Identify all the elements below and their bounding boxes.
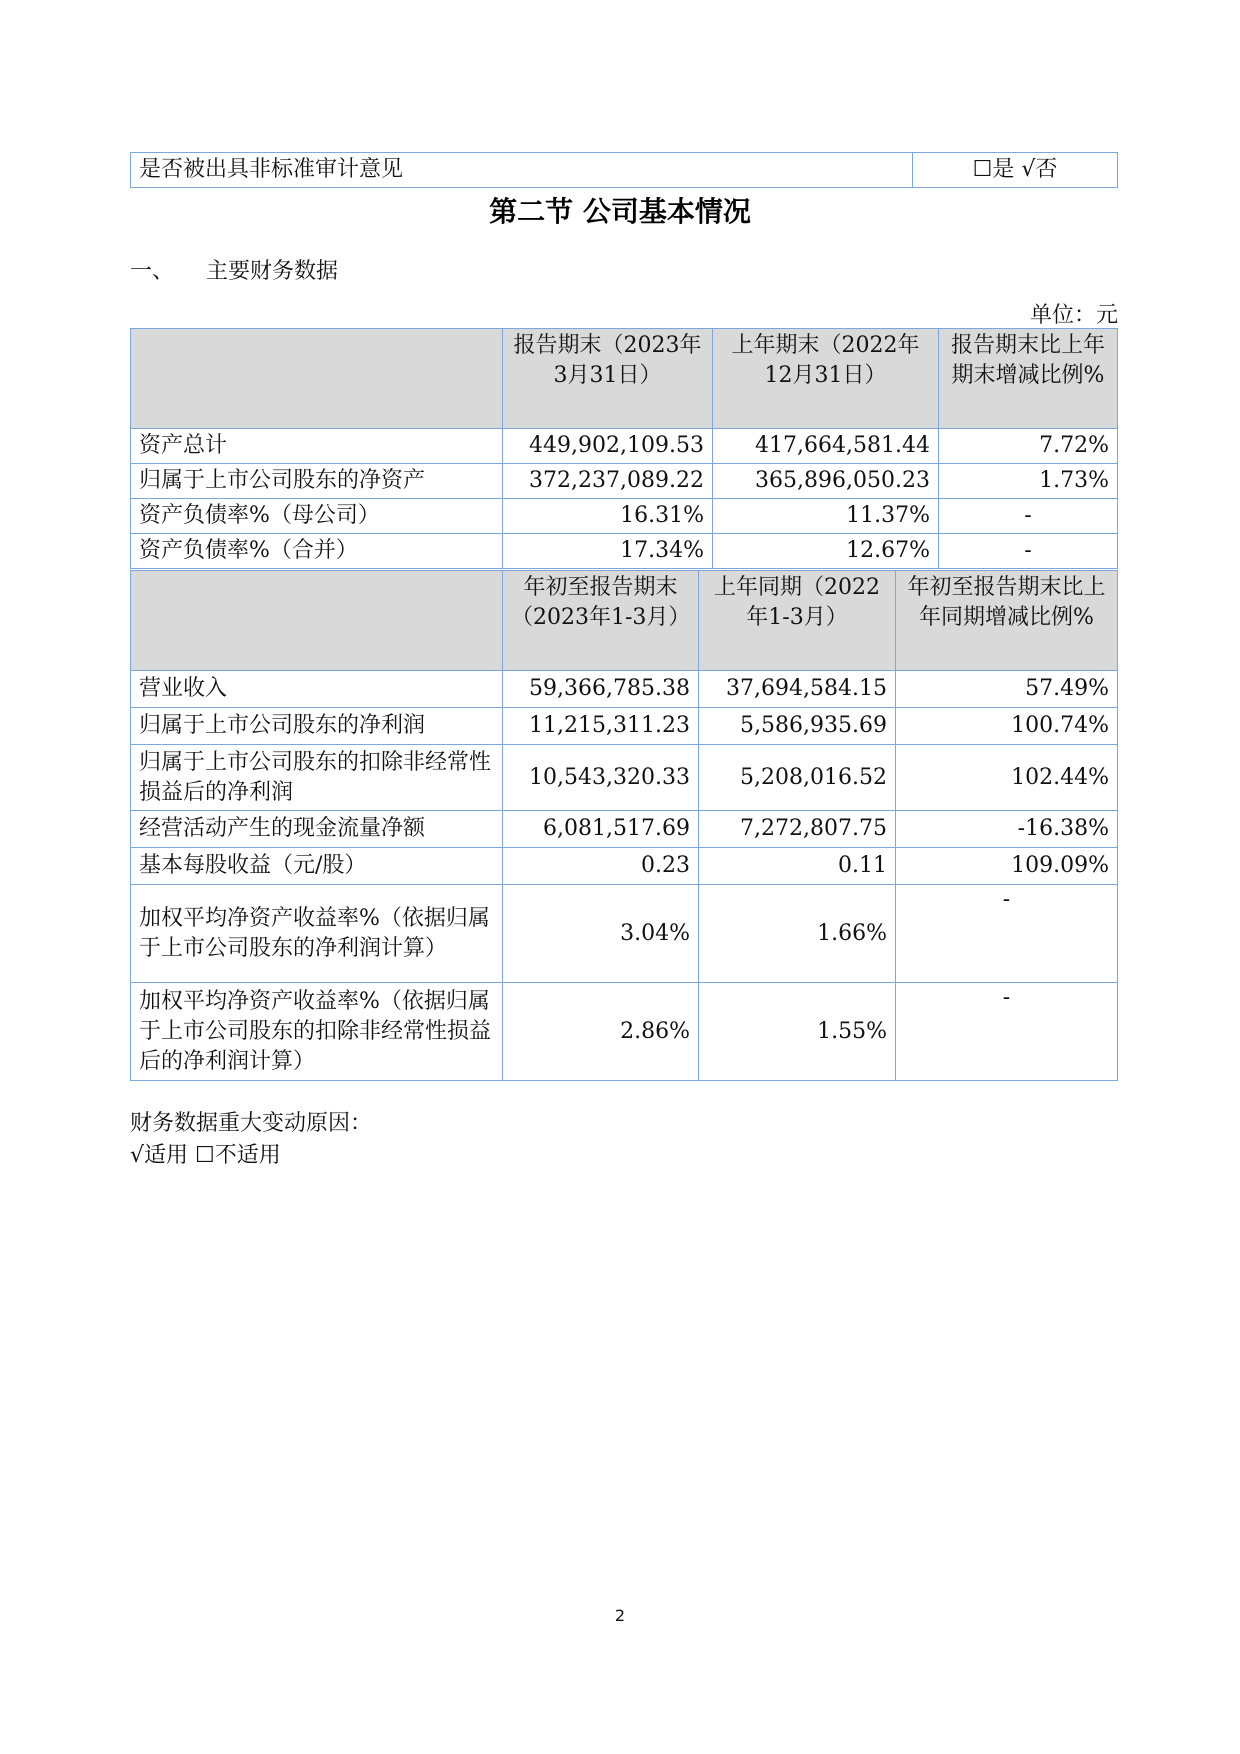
prior-value: 37,694,584.15 (699, 671, 896, 708)
current-value: 10,543,320.33 (503, 745, 699, 811)
current-value: 0.23 (503, 848, 699, 885)
change-value: 102.44% (896, 745, 1118, 811)
current-value: 17.34% (503, 534, 713, 569)
table-row (131, 885, 1118, 983)
prior-value: 417,664,581.44 (713, 429, 939, 464)
change-value: - (896, 885, 1118, 983)
table-row (131, 708, 1118, 745)
current-value: 11,215,311.23 (503, 708, 699, 745)
current-value: 59,366,785.38 (503, 671, 699, 708)
prior-value: 11.37% (713, 499, 939, 534)
prior-value: 7,272,807.75 (699, 811, 896, 848)
unit-label: 单位：元 (1029, 303, 1118, 328)
row-label: 资产负债率%（合并） (131, 534, 503, 569)
income-statement-table (130, 570, 1118, 1081)
row-label: 归属于上市公司股东的净利润 (131, 708, 503, 745)
change-reason-label: 财务数据重大变动原因： (130, 1111, 373, 1136)
prior-value: 12.67% (713, 534, 939, 569)
audit-opinion-table (130, 152, 1118, 188)
balance-sheet-table (130, 328, 1118, 569)
audit-opinion-label: 是否被出具非标准审计意见 (131, 153, 913, 188)
page-title: 第二节 公司基本情况 (489, 195, 751, 228)
table-row (131, 745, 1118, 811)
header-period-end: 报告期末（2023年3月31日） (503, 329, 713, 429)
change-value: 100.74% (896, 708, 1118, 745)
section-number: 一、 (130, 259, 175, 284)
row-label: 基本每股收益（元/股） (131, 848, 503, 885)
header-prior-year-end: 上年期末（2022年12月31日） (713, 329, 939, 429)
section-heading (130, 254, 338, 285)
change-value: 57.49% (896, 671, 1118, 708)
page-number: 2 (614, 1606, 626, 1625)
change-value: 109.09% (896, 848, 1118, 885)
current-value: 449,902,109.53 (503, 429, 713, 464)
current-value: 6,081,517.69 (503, 811, 699, 848)
table-row (131, 499, 1118, 534)
change-value: - (939, 534, 1118, 569)
prior-value: 1.66% (699, 885, 896, 983)
current-value: 16.31% (503, 499, 713, 534)
row-label: 加权平均净资产收益率%（依据归属于上市公司股东的扣除非经常性损益后的净利润计算） (131, 983, 503, 1081)
prior-value: 5,208,016.52 (699, 745, 896, 811)
header-prior-period: 上年同期（2022年1-3月） (699, 571, 896, 671)
header-ytd: 年初至报告期末（2023年1-3月） (503, 571, 699, 671)
row-label: 归属于上市公司股东的净资产 (131, 464, 503, 499)
table-row (131, 429, 1118, 464)
change-value: - (939, 499, 1118, 534)
table-row (131, 811, 1118, 848)
prior-value: 0.11 (699, 848, 896, 885)
prior-value: 5,586,935.69 (699, 708, 896, 745)
row-label: 营业收入 (131, 671, 503, 708)
change-value: 7.72% (939, 429, 1118, 464)
current-value: 2.86% (503, 983, 699, 1081)
applicable-options: √适用 ☐不适用 (130, 1143, 281, 1168)
header-change-percent: 年初至报告期末比上年同期增减比例% (896, 571, 1118, 671)
row-label: 资产负债率%（母公司） (131, 499, 503, 534)
table-row (131, 671, 1118, 708)
table-row (131, 464, 1118, 499)
change-value: - (896, 983, 1118, 1081)
row-label: 加权平均净资产收益率%（依据归属于上市公司股东的净利润计算） (131, 885, 503, 983)
prior-value: 1.55% (699, 983, 896, 1081)
current-value: 372,237,089.22 (503, 464, 713, 499)
row-label: 资产总计 (131, 429, 503, 464)
row-label: 经营活动产生的现金流量净额 (131, 811, 503, 848)
header-change-percent: 报告期末比上年期末增减比例% (939, 329, 1118, 429)
header-blank (131, 571, 503, 671)
header-blank (131, 329, 503, 429)
section-title: 主要财务数据 (206, 259, 339, 284)
current-value: 3.04% (503, 885, 699, 983)
table-row (131, 848, 1118, 885)
table-row (131, 534, 1118, 569)
change-value: -16.38% (896, 811, 1118, 848)
table-row (131, 983, 1118, 1081)
change-value: 1.73% (939, 464, 1118, 499)
audit-opinion-options: ☐是 √否 (913, 153, 1118, 188)
prior-value: 365,896,050.23 (713, 464, 939, 499)
row-label: 归属于上市公司股东的扣除非经常性损益后的净利润 (131, 745, 503, 811)
